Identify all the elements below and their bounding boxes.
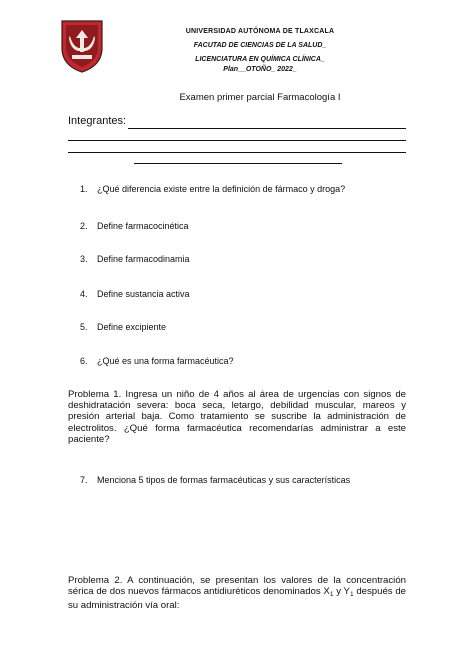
question-text: Define excipiente: [97, 322, 167, 332]
problem-2-text-middle: y Y: [333, 586, 350, 598]
university-crest-logo: [58, 18, 106, 73]
question-1: [80, 184, 345, 194]
faculty-name: FACUTAD DE CIENCIAS DE LA SALUD_: [193, 42, 327, 49]
university-name: UNIVERSIDAD AUTÓNOMA DE TLAXCALA: [185, 28, 335, 35]
subscript-x: 1: [329, 591, 334, 599]
problem-1: Problema 1. Ingresa un niño de 4 años al área de urgencias con signos de deshidratación severa: boca seca, letargo, debilidad muscular, mareos y presión arterial baja. Como tratamiento se suscribe la administración de electrolitos. ¿Qué forma farmacéutica recomendarías administrar a este paciente?: [68, 389, 406, 445]
question-number: 1.: [80, 184, 88, 194]
question-2: [80, 221, 189, 231]
exam-title: Examen primer parcial Farmacología I: [179, 92, 341, 103]
question-text: Menciona 5 tipos de formas farmacéuticas y sus características: [97, 475, 351, 485]
plan-label: Plan__OTOÑO_ 2022_: [223, 66, 297, 73]
question-number: 3.: [80, 254, 88, 264]
integrantes-line-1: [128, 128, 406, 129]
program-name: LICENCIATURA EN QUÍMICA CLÍNICA_: [195, 56, 325, 63]
question-text: Define farmacodinamia: [97, 254, 190, 264]
question-number: 5.: [80, 322, 88, 332]
question-6: [80, 356, 234, 366]
question-text: ¿Qué diferencia existe entre la definición de fármaco y droga?: [97, 184, 346, 194]
integrantes-label: Integrantes:: [68, 115, 127, 127]
integrantes-line-3: [68, 152, 406, 153]
question-text: Define farmacocinética: [97, 221, 189, 231]
problem-2-text-end: después de su administración vía oral:: [68, 586, 406, 612]
question-number: 6.: [80, 356, 88, 366]
question-number: 2.: [80, 221, 88, 231]
problem-2-text-start: Problema 2. A continuación, se presentan los valores de la concentración sérica de dos nuevos fármacos antidiuréticos denominados X: [68, 575, 406, 598]
integrantes-line-2: [68, 140, 406, 141]
question-4: [80, 289, 190, 299]
subscript-y: 1: [349, 591, 354, 599]
question-7: [80, 475, 350, 485]
question-text: ¿Qué es una forma farmacéutica?: [97, 356, 234, 366]
integrantes-line-4: [134, 163, 342, 164]
question-number: 7.: [80, 475, 88, 485]
question-number: 4.: [80, 289, 88, 299]
problem-2: [68, 575, 406, 612]
question-text: Define sustancia activa: [97, 289, 190, 299]
question-5: [80, 322, 166, 332]
question-3: [80, 254, 190, 264]
